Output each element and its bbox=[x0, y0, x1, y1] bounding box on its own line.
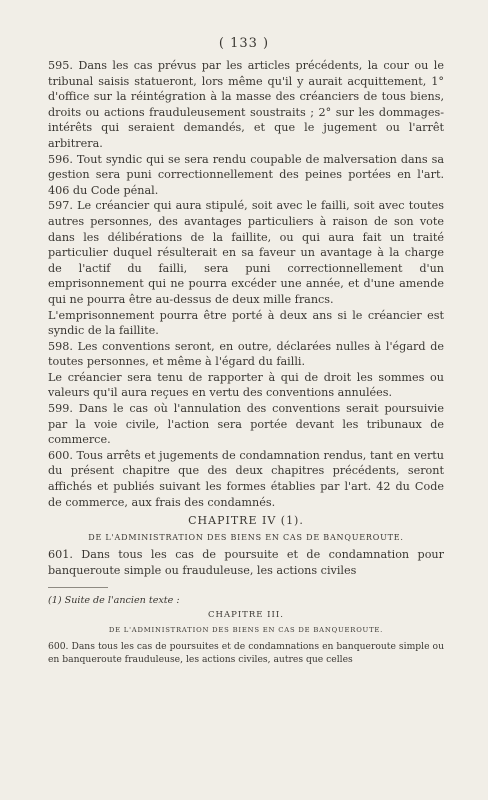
paragraph-597: 597. Le créancier qui aura stipulé, soit avec le failli, soit avec toutes autres personnes, des avantages particuliers à raison de son vote dans les délibérations de la faillite, ou qui aura fait un traité particulier duquel résulterait en sa faveur un avantage à la charge de l'actif du failli, sera puni correctionnellement d'un emprisonnement qui ne pourra excéder une année, et d'une amende qui ne pourra être au-dessus de deux mille francs. bbox=[48, 199, 444, 306]
paragraph-600: 600. Tous arrêts et jugements de condamnation rendus, tant en vertu du présent chapitre que des deux chapitres précédents, seront affichés et publiés suivant les formes établies par l'art. 42 du Code de commerce, aux frais des condamnés. bbox=[48, 448, 444, 509]
paragraph-598-creancier: Le créancier sera tenu de rapporter à qui de droit les sommes ou valeurs qu'il aura reçues en vertu des conventions annulées. bbox=[48, 370, 444, 400]
paragraph-595: 595. Dans les cas prévus par les articles précédents, la cour ou le tribunal saisis statueront, lors même qu'il y aurait acquittement, 1° d'office sur la réintégration à la masse des créanciers de tous biens, droits ou actions frauduleusement soustraits ; 2° sur les dommages-intérêts qui seraient demandés, et que le jugement ou l'arrêt arbitrera. bbox=[48, 59, 444, 150]
paragraph-599: 599. Dans le cas où l'annulation des conventions serait poursuivie par la voie civile, l'action sera portée devant les tribunaux de commerce. bbox=[48, 402, 444, 447]
footnote-subtitle: DE L'ADMINISTRATION DES BIENS EN CAS DE BANQUEROUTE. bbox=[108, 626, 384, 635]
footnote bbox=[48, 594, 444, 666]
footnote-divider bbox=[48, 587, 108, 588]
paragraph-598: 598. Les conventions seront, en outre, déclarées nulles à l'égard de toutes personnes, et même à l'égard du failli. bbox=[48, 339, 444, 369]
footnote-text: 600. Dans tous les cas de poursuites et de condamnations en banqueroute simple ou en banqueroute frauduleuse, les actions civiles, autres que celles bbox=[48, 640, 444, 665]
chapter-title: CHAPITRE IV (1). bbox=[188, 514, 304, 528]
body-text bbox=[48, 58, 444, 666]
footnote-chapter: CHAPITRE III. bbox=[208, 610, 284, 620]
paragraph-601: 601. Dans tous les cas de poursuite et de condamnation pour banqueroute simple ou frauduleuse, les actions civiles bbox=[48, 548, 444, 577]
paragraph-597-emprisonnement: L'emprisonnement pourra être porté à deux ans si le créancier est syndic de la faillite. bbox=[48, 308, 444, 338]
paragraph-596: 596. Tout syndic qui se sera rendu coupable de malversation dans sa gestion sera puni correctionnellement des peines portées en l'art. 406 du Code pénal. bbox=[48, 152, 444, 197]
page-number: ( 133 ) bbox=[218, 36, 270, 51]
chapter-subtitle: DE L'ADMINISTRATION DES BIENS EN CAS DE BANQUEROUTE. bbox=[88, 532, 404, 542]
footnote-label: (1) Suite de l'ancien texte : bbox=[48, 594, 180, 606]
